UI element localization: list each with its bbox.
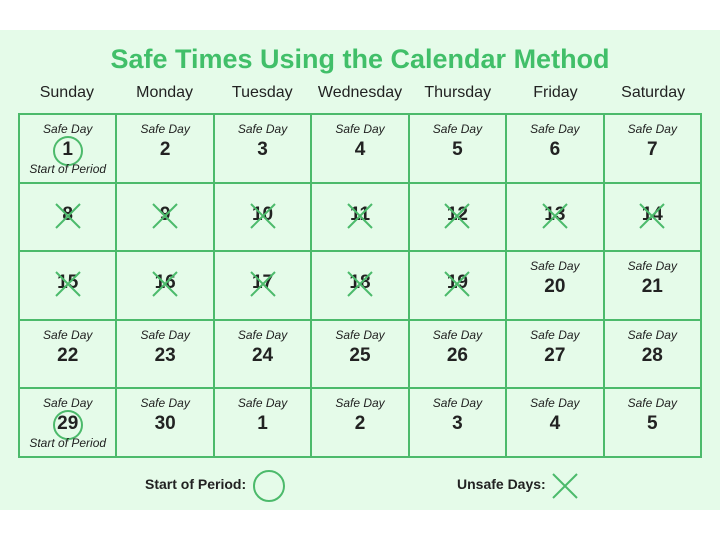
safe-day-label: Safe Day [627,122,677,136]
calendar-cell [311,320,408,389]
cross-icon [551,472,579,500]
day-number: 1 [257,413,268,435]
day-number: 29 [57,413,79,435]
safe-day-label: Safe Day [432,327,483,342]
calendar-cell-unsafe [311,183,408,252]
day-number: 6 [549,139,561,160]
safe-day-label: Safe Day [237,396,288,411]
calendar-cell [604,320,701,389]
safe-day-label: Safe Day [140,396,190,411]
day-number: 13 [544,203,566,225]
calendar-cell [311,114,408,183]
calendar-cell [604,114,701,183]
calendar-cell-unsafe [409,251,506,320]
weekday-saturday: Saturday [621,84,686,101]
weekday-tuesday: Tuesday [231,84,293,101]
cross-icon [541,202,569,230]
safe-day-label: Safe Day [237,327,288,342]
period-note: Start of Period [29,162,107,176]
weekday-sunday: Sunday [39,84,94,101]
cross-icon [638,202,666,230]
day-number: 15 [57,272,79,294]
cross-icon [346,270,374,298]
cross-icon [151,202,179,230]
day-number: 3 [452,413,463,435]
safe-day-label: Safe Day [43,327,93,342]
day-number: 5 [452,139,463,160]
cross-icon [346,202,374,230]
calendar-cell [116,320,213,389]
legend-unsafe-label: Unsafe Days: [457,476,546,492]
calendar-cell-unsafe [19,183,116,252]
day-number: 17 [251,272,274,294]
page-title: Safe Times Using the Calendar Method [110,44,610,74]
calendar-cell [214,388,311,457]
safe-day-label: Safe Day [335,122,385,136]
weekday-wednesday: Wednesday [317,84,403,101]
safe-day-label: Safe Day [335,327,385,342]
cross-icon [54,270,82,298]
safe-day-label: Safe Day [140,122,190,136]
day-number: 1 [62,139,73,160]
calendar-cell [19,320,116,389]
day-number: 27 [544,344,566,366]
day-number: 4 [549,413,561,435]
cross-icon [443,270,471,298]
calendar-cell [604,388,701,457]
calendar-cell [19,388,116,457]
safe-day-label: Safe Day [432,122,483,136]
calendar-cell [506,320,603,389]
calendar-cell-unsafe [214,251,311,320]
calendar-cell [604,251,701,320]
calendar-cell-unsafe [214,183,311,252]
day-number: 16 [154,272,176,294]
day-number: 10 [251,203,274,225]
calendar-cell [214,320,311,389]
day-number: 3 [257,139,268,160]
cross-icon [54,202,82,230]
day-number: 2 [159,139,171,160]
calendar-cell [506,388,603,457]
calendar-cell-unsafe [19,251,116,320]
day-number: 2 [354,413,366,435]
day-number: 5 [646,413,658,435]
calendar-cell [19,114,116,183]
calendar-cell [311,388,408,457]
day-number: 22 [57,344,79,366]
day-number: 21 [641,276,663,298]
weekday-friday: Friday [533,84,578,101]
day-number: 4 [354,139,366,160]
calendar-grid [18,113,702,458]
safe-day-label: Safe Day [627,259,677,274]
day-number: 11 [349,203,371,225]
cross-icon [151,270,179,298]
cross-icon [249,202,277,230]
calendar-cell-unsafe [116,251,213,320]
safe-day-label: Safe Day [530,259,580,274]
safe-day-label: Safe Day [530,396,580,411]
day-number: 19 [446,272,468,294]
safe-day-label: Safe Day [140,327,190,342]
safe-day-label: Safe Day [335,396,385,411]
day-number: 14 [641,203,663,225]
calendar-cell [506,114,603,183]
safe-day-label: Safe Day [43,122,93,136]
safe-day-label: Safe Day [237,122,288,136]
calendar-cell [116,114,213,183]
calendar-cell-unsafe [604,183,701,252]
weekday-thursday: Thursday [424,84,492,101]
day-number: 24 [251,344,274,366]
legend-start-label: Start of Period: [145,476,247,492]
calendar-cell [409,114,506,183]
safe-day-label: Safe Day [627,327,677,342]
day-number: 12 [446,203,468,225]
cross-icon [443,202,471,230]
day-number: 23 [154,344,176,366]
period-note: Start of Period [29,436,107,451]
safe-day-label: Safe Day [432,396,483,411]
weekday-monday: Monday [136,84,194,101]
safe-day-label: Safe Day [627,396,677,411]
calendar-cell-unsafe [116,183,213,252]
day-number: 25 [349,344,371,366]
calendar-cell [506,251,603,320]
calendar-cell-unsafe [506,183,603,252]
day-number: 8 [62,203,73,225]
calendar-cell [116,388,213,457]
day-number: 30 [154,413,176,435]
day-number: 26 [446,344,468,366]
cross-icon [249,270,277,298]
safe-day-label: Safe Day [530,122,580,136]
calendar-cell [409,320,506,389]
day-number: 20 [544,276,566,298]
day-number: 18 [349,272,371,294]
calendar-cell-unsafe [409,183,506,252]
day-number: 9 [159,203,171,225]
safe-day-label: Safe Day [43,396,93,411]
circle-icon [253,470,285,502]
day-number: 7 [646,139,658,160]
calendar-cell [409,388,506,457]
calendar-cell-unsafe [311,251,408,320]
day-number: 28 [641,344,663,366]
safe-day-label: Safe Day [530,327,580,342]
weekday-header [18,84,702,102]
calendar-cell [214,114,311,183]
